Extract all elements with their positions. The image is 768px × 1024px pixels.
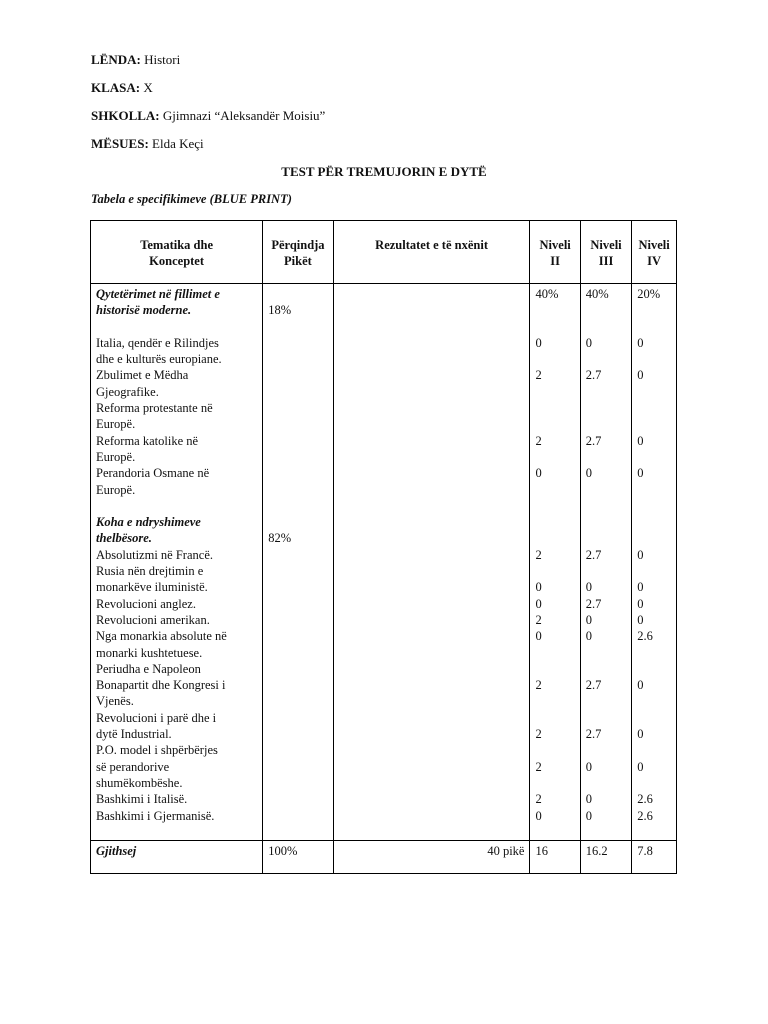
niveli-3-value bbox=[586, 563, 626, 579]
topic-line: Absolutizmi në Francë. bbox=[96, 547, 213, 562]
niveli-2-value bbox=[535, 302, 574, 318]
total-label: Gjithsej bbox=[91, 841, 263, 874]
header-tematika: Tematika dhe Konceptet bbox=[91, 221, 263, 284]
percent-line bbox=[268, 416, 327, 432]
teacher-line bbox=[91, 136, 204, 152]
niveli-4-value bbox=[637, 710, 671, 726]
topic-line: Italia, qendër e Rilindjes bbox=[96, 335, 219, 350]
niveli-3-value bbox=[586, 482, 626, 498]
topic-line: Europë. bbox=[96, 482, 136, 497]
class-label: KLASA: bbox=[91, 80, 141, 95]
niveli-3-value: 2.7 bbox=[585, 727, 602, 742]
niveli-3-value: 2.7 bbox=[585, 678, 602, 693]
niveli-4-value bbox=[637, 449, 671, 465]
niveli-2-value bbox=[535, 514, 574, 530]
topic-line: Nga monarkia absolute në bbox=[96, 629, 227, 644]
total-row bbox=[91, 841, 677, 874]
header-perqindja: Përqindja Pikët bbox=[263, 221, 333, 284]
niveli-3-value: 0 bbox=[585, 629, 593, 644]
niveli-2-value bbox=[535, 498, 574, 514]
niveli-4-value bbox=[637, 482, 671, 498]
niveli-4-value: 0 bbox=[637, 759, 644, 774]
niveli-2-value bbox=[535, 449, 574, 465]
percent-line bbox=[268, 319, 327, 335]
niveli-3-value bbox=[586, 710, 626, 726]
topic-line: monarki kushtetuese. bbox=[96, 645, 203, 660]
niveli-4-value bbox=[637, 563, 671, 579]
topic-line: thelbësore. bbox=[96, 531, 152, 546]
percent-column bbox=[263, 284, 333, 841]
percent-line bbox=[268, 400, 327, 416]
niveli-2-value bbox=[535, 400, 574, 416]
table-header-row bbox=[91, 221, 677, 284]
test-title: TEST PËR TREMUJORIN E DYTË bbox=[281, 164, 487, 179]
niveli-3-value bbox=[586, 416, 626, 432]
niveli-4-value bbox=[637, 693, 671, 709]
topic-line: dytë Industrial. bbox=[96, 727, 172, 742]
topic-line: Bashkimi i Gjermanisë. bbox=[96, 808, 215, 823]
niveli-3-value bbox=[586, 514, 626, 530]
niveli-4-value: 0 bbox=[637, 335, 644, 350]
class-value: X bbox=[143, 80, 153, 95]
niveli-3-value: 2.7 bbox=[585, 368, 602, 383]
percent-line bbox=[268, 498, 327, 514]
niveli-4-value bbox=[637, 400, 671, 416]
niveli-4-value: 0 bbox=[637, 580, 644, 595]
niveli-3-value: 0 bbox=[585, 612, 593, 627]
topics-column bbox=[91, 284, 263, 841]
niveli-4-value: 0 bbox=[637, 368, 644, 383]
niveli-3-value bbox=[586, 742, 626, 758]
niveli-3-value: 0 bbox=[585, 335, 593, 350]
niveli-4-value: 2.6 bbox=[637, 629, 653, 644]
niveli-4-value bbox=[637, 416, 671, 432]
niveli-2-value bbox=[535, 710, 574, 726]
niveli-2-value bbox=[535, 661, 574, 677]
niveli-2-value: 2 bbox=[535, 759, 542, 774]
topic-line: Reforma protestante në bbox=[96, 401, 213, 416]
niveli-2-value bbox=[535, 645, 574, 661]
niveli-4-value: 0 bbox=[637, 727, 644, 742]
niveli-2-value bbox=[535, 775, 574, 791]
niveli-4-value: 0 bbox=[637, 466, 644, 481]
niveli-2-value: 0 bbox=[535, 335, 542, 350]
niveli-4-value bbox=[637, 661, 671, 677]
niveli-2-value: 2 bbox=[535, 792, 542, 807]
topic-line: Zbulimet e Mëdha bbox=[96, 368, 189, 383]
niveli-4-value bbox=[637, 514, 671, 530]
total-niveli-4: 7.8 bbox=[632, 841, 677, 874]
header-rezultatet: Rezultatet e të nxënit bbox=[333, 221, 530, 284]
niveli-3-value: 0 bbox=[585, 792, 593, 807]
niveli-2-value: 0 bbox=[535, 580, 542, 595]
topic-line: Gjeografike. bbox=[96, 384, 159, 399]
niveli-3-value: 0 bbox=[585, 808, 593, 823]
niveli-2-value: 0 bbox=[535, 466, 542, 481]
topic-line: Qytetërimet në fillimet e bbox=[96, 287, 220, 301]
niveli-3-value bbox=[586, 449, 626, 465]
niveli-4-value bbox=[637, 384, 671, 400]
topic-line: Revolucioni anglez. bbox=[96, 596, 196, 611]
niveli-4-value: 2.6 bbox=[637, 808, 653, 823]
niveli-4-value: 20% bbox=[637, 287, 661, 301]
niveli-4-value bbox=[637, 351, 671, 367]
total-percent: 100% bbox=[263, 841, 333, 874]
niveli-2-value: 2 bbox=[535, 678, 542, 693]
niveli-2-value bbox=[535, 351, 574, 367]
niveli-3-value bbox=[586, 498, 626, 514]
niveli-2-value: 2 bbox=[535, 727, 542, 742]
niveli-2-column bbox=[530, 284, 580, 841]
niveli-3-value bbox=[586, 400, 626, 416]
school-value: Gjimnazi “Aleksandër Moisiu” bbox=[162, 108, 326, 123]
niveli-3-value: 0 bbox=[585, 466, 593, 481]
niveli-3-value bbox=[586, 693, 626, 709]
niveli-3-value: 40% bbox=[585, 287, 609, 301]
niveli-4-value bbox=[637, 742, 671, 758]
niveli-2-value bbox=[535, 563, 574, 579]
niveli-4-value bbox=[637, 645, 671, 661]
percent-line bbox=[268, 449, 327, 465]
niveli-2-value bbox=[535, 319, 574, 335]
topic-line bbox=[96, 319, 257, 335]
niveli-3-value bbox=[586, 661, 626, 677]
percent-line bbox=[268, 384, 327, 400]
niveli-2-value: 2 bbox=[535, 612, 542, 627]
topic-line: Perandoria Osmane në bbox=[96, 466, 210, 481]
niveli-4-value: 0 bbox=[637, 433, 644, 448]
subject-line bbox=[91, 52, 180, 68]
total-points: 40 pikë bbox=[333, 841, 530, 874]
topic-line: dhe e kulturës europiane. bbox=[96, 352, 222, 367]
niveli-4-value bbox=[637, 302, 671, 318]
topic-line: monarkëve iluministë. bbox=[96, 580, 208, 595]
niveli-2-value: 0 bbox=[535, 629, 542, 644]
percent-line bbox=[268, 367, 327, 383]
header-niveli-2: Niveli II bbox=[530, 221, 580, 284]
subject-label: LËNDA: bbox=[91, 52, 141, 67]
total-niveli-3: 16.2 bbox=[580, 841, 631, 874]
percent-line bbox=[268, 482, 327, 498]
niveli-4-value bbox=[637, 319, 671, 335]
niveli-2-value bbox=[535, 416, 574, 432]
niveli-4-column bbox=[632, 284, 677, 841]
niveli-2-value: 2 bbox=[535, 433, 542, 448]
topic-line: Europë. bbox=[96, 449, 136, 464]
niveli-2-value bbox=[535, 530, 574, 546]
niveli-4-value bbox=[637, 775, 671, 791]
niveli-3-value bbox=[586, 530, 626, 546]
header-niveli-4: Niveli IV bbox=[632, 221, 677, 284]
topic-line: Vjenës. bbox=[96, 694, 134, 709]
subject-value: Histori bbox=[144, 52, 181, 67]
class-line bbox=[91, 80, 153, 96]
table-body-row bbox=[91, 284, 677, 841]
percent-line bbox=[268, 351, 327, 367]
niveli-2-value: 2 bbox=[535, 368, 542, 383]
header-niveli-3: Niveli III bbox=[580, 221, 631, 284]
topic-line: Europë. bbox=[96, 417, 136, 432]
topic-line: Koha e ndryshimeve bbox=[96, 515, 201, 530]
topic-line: Revolucioni amerikan. bbox=[96, 612, 210, 627]
niveli-2-value bbox=[535, 693, 574, 709]
percent-line bbox=[268, 433, 327, 449]
niveli-4-value: 2.6 bbox=[637, 792, 653, 807]
niveli-3-value: 2.7 bbox=[585, 547, 602, 562]
topic-line: P.O. model i shpërbërjes bbox=[96, 743, 218, 758]
percent-line bbox=[268, 465, 327, 481]
niveli-4-value bbox=[637, 498, 671, 514]
niveli-4-value: 0 bbox=[637, 596, 644, 611]
niveli-2-value bbox=[535, 482, 574, 498]
niveli-2-value: 0 bbox=[535, 596, 542, 611]
school-line bbox=[91, 108, 325, 124]
school-label: SHKOLLA: bbox=[91, 108, 160, 123]
niveli-2-value: 40% bbox=[535, 287, 559, 301]
niveli-4-value bbox=[637, 530, 671, 546]
topic-line: Reforma katolike në bbox=[96, 433, 199, 448]
percent-line: 82% bbox=[268, 531, 292, 546]
niveli-4-value: 0 bbox=[637, 678, 644, 693]
niveli-2-value: 0 bbox=[535, 808, 542, 823]
topic-line: historisë moderne. bbox=[96, 303, 192, 318]
niveli-3-column bbox=[580, 284, 631, 841]
niveli-2-value bbox=[535, 742, 574, 758]
teacher-label: MËSUES: bbox=[91, 136, 149, 151]
niveli-3-value bbox=[586, 351, 626, 367]
topic-line: Rusia nën drejtimin e bbox=[96, 564, 204, 579]
learning-outcomes-column bbox=[333, 284, 530, 841]
niveli-3-value bbox=[586, 645, 626, 661]
blueprint-table bbox=[90, 220, 677, 874]
niveli-4-value: 0 bbox=[637, 612, 644, 627]
table-subtitle: Tabela e specifikimeve (BLUE PRINT) bbox=[91, 192, 292, 206]
topic-line: Periudha e Napoleon bbox=[96, 661, 201, 676]
topic-line bbox=[96, 498, 257, 514]
percent-line: 18% bbox=[268, 303, 292, 318]
topic-line: Revolucioni i parë dhe i bbox=[96, 710, 217, 725]
niveli-3-value: 2.7 bbox=[585, 596, 602, 611]
niveli-4-value: 0 bbox=[637, 547, 644, 562]
topic-line: Bonapartit dhe Kongresi i bbox=[96, 678, 226, 693]
topic-line: Bashkimi i Italisë. bbox=[96, 792, 188, 807]
niveli-3-value bbox=[586, 302, 626, 318]
percent-line bbox=[268, 335, 327, 351]
percent-line bbox=[268, 514, 327, 530]
niveli-3-value bbox=[586, 319, 626, 335]
percent-line bbox=[268, 286, 327, 302]
niveli-3-value bbox=[586, 775, 626, 791]
topic-line: së perandorive bbox=[96, 759, 170, 774]
niveli-3-value: 0 bbox=[585, 759, 593, 774]
teacher-value: Elda Keçi bbox=[152, 136, 204, 151]
niveli-2-value bbox=[535, 384, 574, 400]
total-niveli-2: 16 bbox=[530, 841, 580, 874]
niveli-2-value: 2 bbox=[535, 547, 542, 562]
topic-line: shumëkombëshe. bbox=[96, 775, 183, 790]
niveli-3-value bbox=[586, 384, 626, 400]
niveli-3-value: 2.7 bbox=[585, 433, 602, 448]
niveli-3-value: 0 bbox=[585, 580, 593, 595]
